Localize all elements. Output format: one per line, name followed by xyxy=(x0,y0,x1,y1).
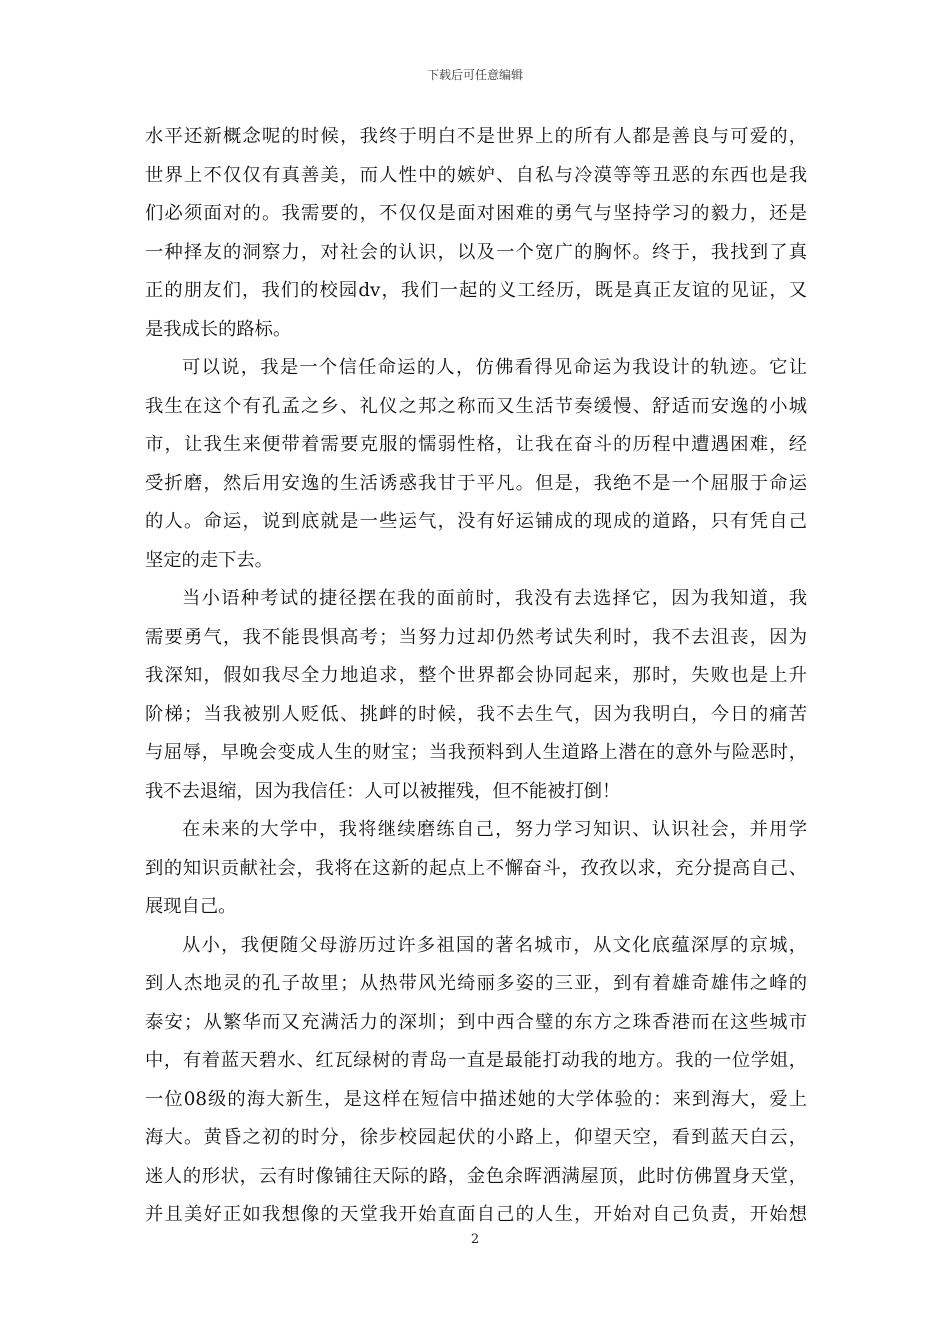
text-line: 可以说，我是一个信任命运的人，仿佛看得见命运为我设计的轨迹。它让 xyxy=(182,357,807,378)
text-line: 我深知，假如我尽全力地追求，整个世界都会协同起来，那时，失败也是上升 xyxy=(145,665,807,686)
text-line: 的人。命运，说到底就是一些运气，没有好运铺成的现成的道路，只有凭自己 xyxy=(145,511,807,532)
text-line: 展现自己。 xyxy=(145,896,237,917)
text-line: 坚定的走下去。 xyxy=(145,549,273,571)
text-line: 并且美好正如我想像的天堂我开始直面自己的人生，开始对自己负责，开始想 xyxy=(145,1204,807,1225)
text-line: 到的知识贡献社会，我将在这新的起点上不懈奋斗，孜孜以求，充分提高自己、 xyxy=(145,857,807,879)
text-line: 当小语种考试的捷径摆在我的面前时，我没有去选择它，因为我知道，我 xyxy=(182,588,807,609)
text-line: 在未来的大学中，我将继续磨练自己，努力学习知识、认识社会，并用学 xyxy=(182,819,807,840)
text-line: 迷人的形状，云有时像铺往天际的路，金色余晖洒满屋顶，此时仿佛置身天堂， xyxy=(145,1165,807,1187)
text-line: 需要勇气，我不能畏惧高考；当努力过却仍然考试失利时，我不去沮丧，因为 xyxy=(145,626,807,648)
paragraph-1 xyxy=(145,118,807,349)
text-line: 水平还新概念呢的时候，我终于明白不是世界上的所有人都是善良与可爱的， xyxy=(145,126,807,147)
text-line: 阶梯；当我被别人贬低、挑衅的时候，我不去生气，因为我明白，今日的痛苦 xyxy=(145,703,807,725)
text-line: 中，有着蓝天碧水、红瓦绿树的青岛一直是最能打动我的地方。我的一位学姐， xyxy=(145,1050,807,1071)
text-line: 市，让我生来便带着需要克服的懦弱性格，让我在奋斗的历程中遭遇困难，经 xyxy=(145,434,807,455)
text-line: 是我成长的路标。 xyxy=(145,318,292,340)
text-line: 一位08级的海大新生，是这样在短信中描述她的大学体验的：来到海大，爱上 xyxy=(145,1088,807,1110)
text-line: 从小，我便随父母游历过许多祖国的著名城市，从文化底蕴深厚的京城， xyxy=(182,934,807,956)
text-line: 们必须面对的。我需要的，不仅仅是面对困难的勇气与坚持学习的毅力，还是 xyxy=(145,203,807,224)
paragraph-5 xyxy=(145,927,807,1235)
text-line: 一种择友的洞察力，对社会的认识，以及一个宽广的胸怀。终于，我找到了真 xyxy=(145,241,807,263)
paragraph-4 xyxy=(145,811,807,927)
text-line: 到人杰地灵的孔子故里；从热带风光绮丽多姿的三亚，到有着雄奇雄伟之峰的 xyxy=(145,973,807,994)
paragraph-3 xyxy=(145,580,807,811)
text-line: 与屈辱，早晚会变成人生的财宝；当我预料到人生道路上潜在的意外与险恶时， xyxy=(145,742,807,763)
text-line: 我生在这个有孔孟之乡、礼仪之邦之称而又生活节奏缓慢、舒适而安逸的小城 xyxy=(145,395,807,417)
text-line: 泰安；从繁华而又充满活力的深圳；到中西合璧的东方之珠香港而在这些城市 xyxy=(145,1011,807,1033)
document-body xyxy=(145,118,807,1235)
text-line: 世界上不仅仅有真善美，而人性中的嫉妒、自私与冷漠等等丑恶的东西也是我 xyxy=(145,164,807,186)
text-line: 受折磨，然后用安逸的生活诱惑我甘于平凡。但是，我绝不是一个屈服于命运 xyxy=(145,472,807,494)
page-header: 下载后可任意编辑 xyxy=(426,68,523,82)
page-number: 2 xyxy=(470,1232,480,1247)
text-line: 我不去退缩，因为我信任：人可以被摧残，但不能被打倒！ xyxy=(145,780,621,802)
paragraph-2 xyxy=(145,349,807,580)
text-line: 海大。黄昏之初的时分，徐步校园起伏的小路上，仰望天空，看到蓝天白云， xyxy=(145,1127,807,1148)
text-line: 正的朋友们，我们的校园dv，我们一起的义工经历，既是真正友谊的见证，又 xyxy=(145,280,807,301)
